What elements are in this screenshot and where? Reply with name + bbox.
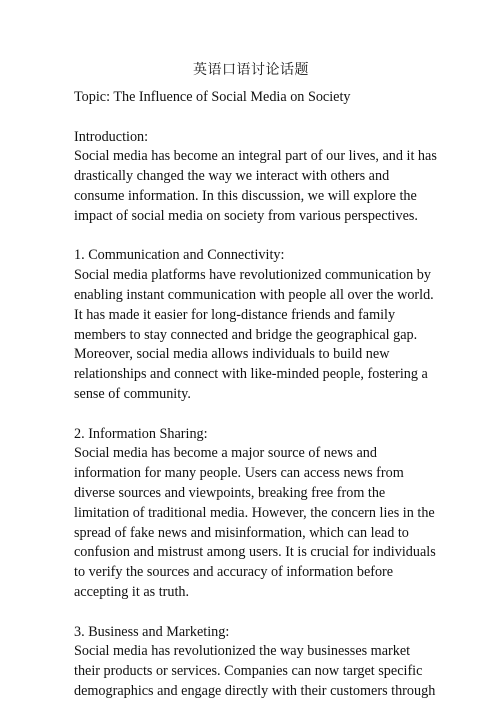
section-body-information-sharing: Social media has become a major source of news and information for many people. Users can access news from diverse sources and viewpoints, breaking free from the limitation of traditional media. However, the concern lies in the spread of fake news and misinformation, which can lead to confusion and mistrust among users. It is crucial for individuals to verify the sources and accuracy of information before accepting it as truth. — [74, 445, 436, 600]
section-heading-introduction: Introduction: — [74, 128, 149, 145]
section-heading-communication: 1. Communication and Connectivity: — [74, 247, 285, 264]
spacer — [74, 227, 439, 247]
section-body-business-marketing: Social media has revolutionized the way businesses market their products or services. Companies can now target specific demographics and engage directly with their customers through — [74, 643, 436, 699]
section-body-communication: Social media platforms have revolutionized communication by enabling instant communication with people all over the world. It has made it easier for long-distance friends and family members to stay connected and bridge the geographical gap. Moreover, social media allows individuals to build new relationships and connect with like-minded people, fostering a sense of community. — [74, 267, 434, 402]
spacer — [74, 108, 439, 128]
section-heading-business-marketing: 3. Business and Marketing: — [74, 623, 230, 640]
topic-line: Topic: The Influence of Social Media on Society — [74, 89, 351, 105]
section-body-introduction: Social media has become an integral part of our lives, and it has drastically changed the way we interact with others and consume information. In this discussion, we will explore the impact of social media on society from various perspectives. — [74, 148, 437, 224]
document-title: 英语口语讨论话题 — [193, 62, 309, 78]
section-heading-information-sharing: 2. Information Sharing: — [74, 425, 208, 442]
spacer — [74, 603, 439, 623]
document-body — [74, 88, 439, 702]
spacer — [74, 405, 439, 425]
